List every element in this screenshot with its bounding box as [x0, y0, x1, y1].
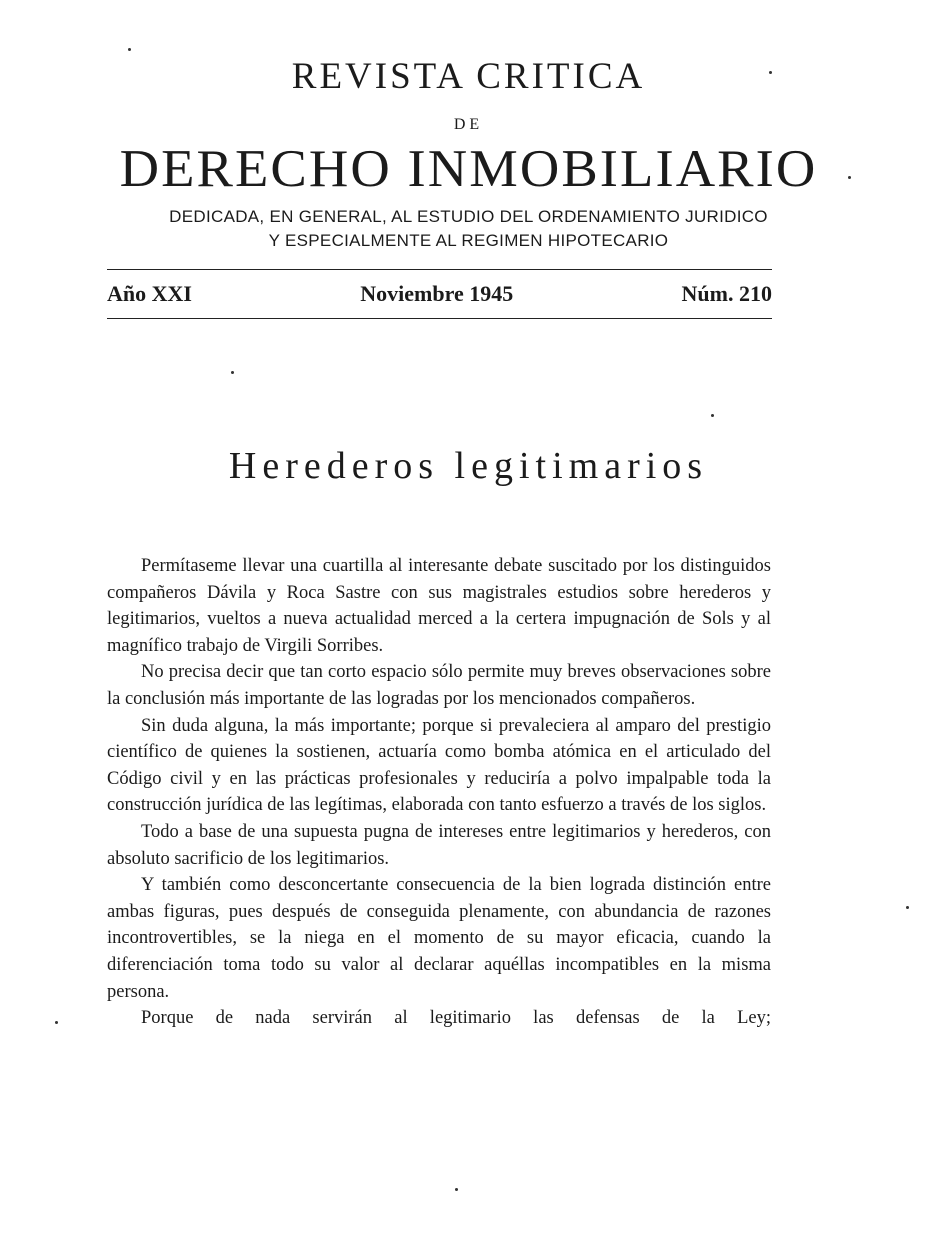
scan-speck [455, 1188, 458, 1191]
journal-subtitle-line1: DEDICADA, EN GENERAL, AL ESTUDIO DEL ORDENAMIENTO JURIDICO [169, 207, 768, 226]
article-paragraph: Porque de nada servirán al legitimario las defensas de la Ley; [141, 1008, 771, 1029]
article-title: Herederos legitimarios [228, 445, 709, 487]
article-paragraph: Todo a base de una supuesta pugna de intereses entre legitimarios y herederos, con absoluto sacrificio de los legitimarios. [107, 821, 771, 869]
issue-number: Núm. 210 [681, 281, 772, 306]
scan-speck [848, 176, 851, 179]
scan-speck [769, 71, 772, 74]
scan-speck [906, 906, 909, 909]
article-paragraph: No precisa decir que tan corto espacio sólo permite muy breves observaciones sobre la conclusión más importante de las logradas por los mencionados compañeros. [107, 662, 771, 709]
article-paragraph: Sin duda alguna, la más importante; porque si prevaleciera al amparo del prestigio científico de quienes la sostienen, actuaría como bomba atómica en el articulado del Código civil y en las prácticas profesionales y reduciría a polvo impalpable toda la construcción jurídica de las legítimas, elaborada con tanto esfuerzo a través de los siglos. [107, 715, 771, 816]
journal-name-line1: REVISTA CRITICA [291, 56, 646, 97]
scan-speck [55, 1021, 58, 1024]
article-paragraph: Permítaseme llevar una cuartilla al interesante debate suscitado por los distinguidos compañeros Dávila y Roca Sastre con sus magistrales estudios sobre herederos y legitimarios, vueltos a nueva actualidad merced a la certera impugnación de Sols y al magnífico trabajo de Virgili Sorribes. [107, 556, 771, 656]
issue-year: Año XXI [107, 281, 192, 306]
issue-info-bar [107, 283, 772, 305]
scan-speck [711, 414, 714, 417]
article-paragraph: Y también como desconcertante consecuencia de la bien lograda distinción entre ambas figuras, pues después de conseguida plenamente, con abundancia de razones incontrovertibles, se la niega en el momento de su mayor eficacia, cuando la diferenciación toma todo su valor al declarar aquéllas incompatibles en la misma persona. [107, 875, 771, 1002]
journal-subtitle-line2: Y ESPECIALMENTE AL REGIMEN HIPOTECARIO [268, 231, 669, 250]
header-rule-bottom [107, 318, 772, 319]
journal-name-title: DERECHO INMOBILIARIO [119, 140, 818, 198]
header-rule-top [107, 269, 772, 270]
scan-speck [231, 371, 234, 374]
journal-name-connector: DE [453, 116, 484, 133]
scan-speck [128, 48, 131, 51]
article-body [107, 553, 771, 1032]
issue-date: Noviembre 1945 [360, 281, 514, 306]
